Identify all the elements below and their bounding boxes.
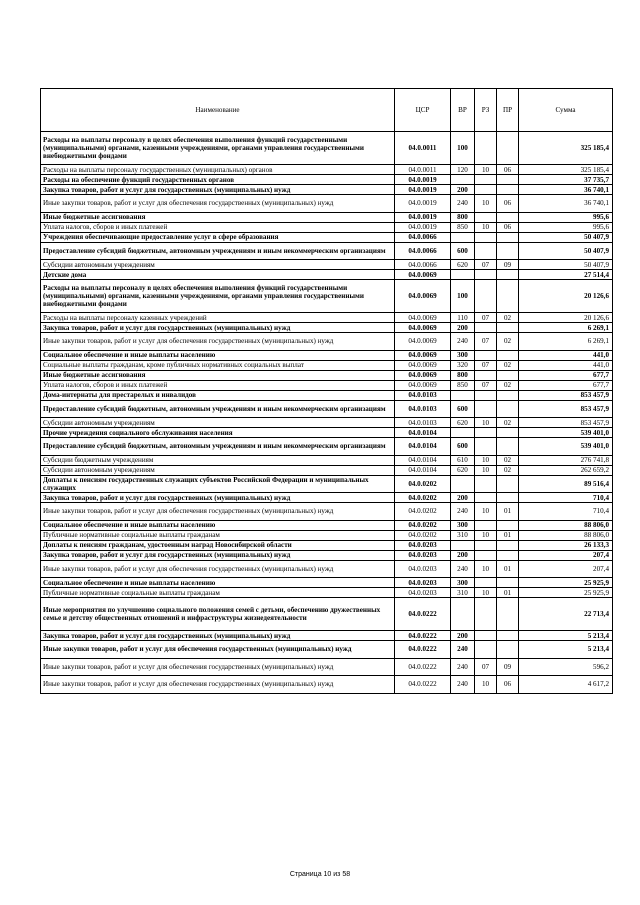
cell-rz: 07 — [475, 313, 497, 323]
header-pr: ПР — [497, 89, 519, 132]
cell-vr: 310 — [451, 530, 475, 540]
cell-rz — [475, 540, 497, 550]
cell-sum: 207,4 — [519, 550, 613, 560]
cell-csr: 04.0.0202 — [395, 475, 451, 493]
cell-pr: 01 — [497, 530, 519, 540]
cell-vr — [451, 270, 475, 280]
table-row — [41, 631, 613, 641]
cell-pr — [497, 280, 519, 313]
cell-csr: 04.0.0069 — [395, 333, 451, 351]
table-row — [41, 370, 613, 380]
cell-pr — [497, 132, 519, 165]
cell-rz: 07 — [475, 360, 497, 370]
cell-sum: 441,0 — [519, 360, 613, 370]
cell-sum: 441,0 — [519, 350, 613, 360]
cell-csr: 04.0.0066 — [395, 232, 451, 242]
cell-pr — [497, 540, 519, 550]
cell-csr: 04.0.0202 — [395, 530, 451, 540]
cell-vr: 240 — [451, 560, 475, 578]
cell-rz — [475, 175, 497, 185]
cell-vr: 800 — [451, 212, 475, 222]
cell-csr: 04.0.0103 — [395, 418, 451, 428]
cell-vr: 600 — [451, 400, 475, 418]
cell-vr: 300 — [451, 520, 475, 530]
cell-pr: 02 — [497, 455, 519, 465]
cell-sum: 20 126,6 — [519, 313, 613, 323]
table-row — [41, 428, 613, 438]
cell-pr — [497, 550, 519, 560]
cell-vr — [451, 540, 475, 550]
cell-name: Иные закупки товаров, работ и услуг для обеспечения государственных (муниципальных) нужд — [41, 676, 395, 694]
table-row — [41, 493, 613, 503]
cell-pr: 02 — [497, 418, 519, 428]
table-row — [41, 503, 613, 521]
cell-vr: 310 — [451, 588, 475, 598]
cell-rz: 10 — [475, 560, 497, 578]
cell-pr — [497, 400, 519, 418]
table-row — [41, 242, 613, 260]
cell-name: Дома-интернаты для престарелых и инвалидов — [41, 390, 395, 400]
table-row — [41, 185, 613, 195]
header-sum: Сумма — [519, 89, 613, 132]
cell-pr — [497, 232, 519, 242]
cell-sum: 88 806,0 — [519, 530, 613, 540]
table-row — [41, 350, 613, 360]
cell-pr: 01 — [497, 588, 519, 598]
cell-csr: 04.0.0019 — [395, 185, 451, 195]
cell-sum: 25 925,9 — [519, 578, 613, 588]
cell-pr — [497, 475, 519, 493]
cell-name: Закупка товаров, работ и услуг для государственных (муниципальных) нужд — [41, 631, 395, 641]
table-row — [41, 560, 613, 578]
cell-csr: 04.0.0066 — [395, 242, 451, 260]
budget-table — [40, 88, 613, 694]
cell-vr: 200 — [451, 493, 475, 503]
cell-vr: 620 — [451, 465, 475, 475]
cell-sum: 539 401,0 — [519, 438, 613, 456]
cell-name: Публичные нормативные социальные выплаты гражданам — [41, 588, 395, 598]
cell-rz — [475, 578, 497, 588]
cell-csr: 04.0.0103 — [395, 400, 451, 418]
cell-vr: 240 — [451, 333, 475, 351]
cell-rz — [475, 370, 497, 380]
table-row — [41, 418, 613, 428]
cell-name: Предоставление субсидий бюджетным, автономным учреждениям и иным некоммерческим организациям — [41, 242, 395, 260]
cell-name: Закупка товаров, работ и услуг для государственных (муниципальных) нужд — [41, 493, 395, 503]
cell-name: Расходы на выплаты персоналу в целях обеспечения выполнения функций государственными (муниципальными) органами, казенными учреждениями, органами управления государственными внебюджетными фондами — [41, 132, 395, 165]
cell-vr: 610 — [451, 455, 475, 465]
cell-sum: 50 407,9 — [519, 242, 613, 260]
cell-sum: 37 735,7 — [519, 175, 613, 185]
cell-vr: 240 — [451, 503, 475, 521]
cell-sum: 853 457,9 — [519, 418, 613, 428]
cell-sum: 88 806,0 — [519, 520, 613, 530]
cell-sum: 596,2 — [519, 658, 613, 676]
cell-rz — [475, 641, 497, 659]
cell-vr: 240 — [451, 676, 475, 694]
table-row — [41, 313, 613, 323]
cell-pr: 02 — [497, 380, 519, 390]
cell-name: Доплаты к пенсиям гражданам, удостоенным наград Новосибирской области — [41, 540, 395, 550]
cell-sum: 6 269,1 — [519, 323, 613, 333]
cell-sum: 677,7 — [519, 380, 613, 390]
cell-rz: 07 — [475, 333, 497, 351]
cell-csr: 04.0.0019 — [395, 195, 451, 213]
table-row — [41, 260, 613, 270]
cell-name: Иные закупки товаров, работ и услуг для обеспечения государственных (муниципальных) нужд — [41, 658, 395, 676]
cell-sum: 325 185,4 — [519, 165, 613, 175]
cell-pr — [497, 175, 519, 185]
cell-pr — [497, 631, 519, 641]
cell-name: Иные бюджетные ассигнования — [41, 370, 395, 380]
cell-csr: 04.0.0019 — [395, 212, 451, 222]
header-vr: ВР — [451, 89, 475, 132]
cell-pr — [497, 578, 519, 588]
cell-csr: 04.0.0069 — [395, 360, 451, 370]
cell-vr: 620 — [451, 260, 475, 270]
cell-name: Иные закупки товаров, работ и услуг для обеспечения государственных (муниципальных) нужд — [41, 560, 395, 578]
cell-pr — [497, 242, 519, 260]
cell-name: Субсидии бюджетным учреждениям — [41, 455, 395, 465]
cell-rz — [475, 270, 497, 280]
cell-name: Детские дома — [41, 270, 395, 280]
cell-name: Доплаты к пенсиям государственных служащих субъектов Российской Федерации и муниципальных служащих — [41, 475, 395, 493]
cell-vr — [451, 475, 475, 493]
cell-vr: 240 — [451, 195, 475, 213]
cell-pr: 02 — [497, 465, 519, 475]
cell-pr — [497, 350, 519, 360]
cell-pr — [497, 323, 519, 333]
cell-name: Публичные нормативные социальные выплаты гражданам — [41, 530, 395, 540]
cell-csr: 04.0.0069 — [395, 313, 451, 323]
cell-rz — [475, 185, 497, 195]
cell-pr: 01 — [497, 503, 519, 521]
cell-csr: 04.0.0203 — [395, 560, 451, 578]
table-row — [41, 380, 613, 390]
cell-name: Социальные выплаты гражданам, кроме публичных нормативных социальных выплат — [41, 360, 395, 370]
cell-rz — [475, 323, 497, 333]
cell-csr: 04.0.0069 — [395, 270, 451, 280]
cell-vr: 600 — [451, 438, 475, 456]
cell-pr — [497, 493, 519, 503]
cell-rz: 10 — [475, 588, 497, 598]
cell-vr: 100 — [451, 280, 475, 313]
table-row — [41, 530, 613, 540]
cell-sum: 20 126,6 — [519, 280, 613, 313]
cell-csr: 04.0.0011 — [395, 132, 451, 165]
table-row — [41, 658, 613, 676]
table-row — [41, 598, 613, 631]
cell-sum: 89 516,4 — [519, 475, 613, 493]
cell-vr: 200 — [451, 323, 475, 333]
cell-name: Иные закупки товаров, работ и услуг для обеспечения государственных (муниципальных) нужд — [41, 195, 395, 213]
cell-rz — [475, 428, 497, 438]
cell-csr: 04.0.0203 — [395, 550, 451, 560]
cell-csr: 04.0.0104 — [395, 428, 451, 438]
header-rz: РЗ — [475, 89, 497, 132]
cell-csr: 04.0.0222 — [395, 658, 451, 676]
cell-sum: 853 457,9 — [519, 400, 613, 418]
cell-rz: 10 — [475, 503, 497, 521]
cell-pr: 09 — [497, 260, 519, 270]
cell-name: Закупка товаров, работ и услуг для государственных (муниципальных) нужд — [41, 185, 395, 195]
cell-csr: 04.0.0222 — [395, 631, 451, 641]
cell-rz — [475, 493, 497, 503]
cell-name: Прочие учреждения социального обслуживания населения — [41, 428, 395, 438]
cell-vr: 800 — [451, 370, 475, 380]
cell-sum: 50 407,9 — [519, 232, 613, 242]
cell-rz: 10 — [475, 195, 497, 213]
cell-name: Социальное обеспечение и иные выплаты населению — [41, 520, 395, 530]
cell-rz — [475, 475, 497, 493]
table-row — [41, 280, 613, 313]
table-row — [41, 588, 613, 598]
cell-name: Расходы на обеспечение функций государственных органов — [41, 175, 395, 185]
cell-sum: 26 133,3 — [519, 540, 613, 550]
cell-name: Иные закупки товаров, работ и услуг для обеспечения государственных (муниципальных) нужд — [41, 641, 395, 659]
cell-rz: 07 — [475, 380, 497, 390]
cell-name: Предоставление субсидий бюджетным, автономным учреждениям и иным некоммерческим организациям — [41, 438, 395, 456]
cell-name: Предоставление субсидий бюджетным, автономным учреждениям и иным некоммерческим организациям — [41, 400, 395, 418]
table-row — [41, 212, 613, 222]
cell-sum: 207,4 — [519, 560, 613, 578]
cell-rz: 10 — [475, 530, 497, 540]
cell-csr: 04.0.0202 — [395, 503, 451, 521]
cell-vr: 120 — [451, 165, 475, 175]
cell-csr: 04.0.0203 — [395, 588, 451, 598]
cell-vr: 200 — [451, 631, 475, 641]
cell-sum: 710,4 — [519, 493, 613, 503]
cell-pr — [497, 428, 519, 438]
header-name: Наименование — [41, 89, 395, 132]
cell-name: Иные бюджетные ассигнования — [41, 212, 395, 222]
cell-name: Закупка товаров, работ и услуг для государственных (муниципальных) нужд — [41, 550, 395, 560]
cell-rz — [475, 350, 497, 360]
cell-vr — [451, 390, 475, 400]
cell-rz: 10 — [475, 418, 497, 428]
table-row — [41, 360, 613, 370]
cell-rz — [475, 438, 497, 456]
cell-pr — [497, 438, 519, 456]
cell-sum: 995,6 — [519, 222, 613, 232]
table-row — [41, 333, 613, 351]
cell-rz: 10 — [475, 222, 497, 232]
cell-sum: 325 185,4 — [519, 132, 613, 165]
table-row — [41, 270, 613, 280]
table-row — [41, 550, 613, 560]
cell-pr — [497, 270, 519, 280]
cell-vr: 600 — [451, 242, 475, 260]
cell-rz — [475, 132, 497, 165]
cell-vr: 850 — [451, 380, 475, 390]
cell-pr — [497, 598, 519, 631]
cell-rz — [475, 212, 497, 222]
cell-csr: 04.0.0202 — [395, 493, 451, 503]
table-row — [41, 132, 613, 165]
cell-name: Социальное обеспечение и иные выплаты населению — [41, 578, 395, 588]
cell-rz: 10 — [475, 165, 497, 175]
cell-name: Субсидии автономным учреждениям — [41, 260, 395, 270]
cell-name: Расходы на выплаты персоналу казенных учреждений — [41, 313, 395, 323]
cell-sum: 677,7 — [519, 370, 613, 380]
cell-pr — [497, 641, 519, 659]
cell-name: Уплата налогов, сборов и иных платежей — [41, 380, 395, 390]
cell-sum: 262 659,2 — [519, 465, 613, 475]
cell-vr — [451, 428, 475, 438]
cell-name: Закупка товаров, работ и услуг для государственных (муниципальных) нужд — [41, 323, 395, 333]
cell-vr: 300 — [451, 578, 475, 588]
cell-rz — [475, 390, 497, 400]
cell-rz — [475, 400, 497, 418]
cell-csr: 04.0.0222 — [395, 676, 451, 694]
cell-sum: 36 740,1 — [519, 185, 613, 195]
table-row — [41, 465, 613, 475]
table-row — [41, 540, 613, 550]
table-row — [41, 175, 613, 185]
cell-csr: 04.0.0103 — [395, 390, 451, 400]
cell-vr: 200 — [451, 550, 475, 560]
table-row — [41, 222, 613, 232]
cell-vr — [451, 232, 475, 242]
cell-csr: 04.0.0104 — [395, 438, 451, 456]
table-row — [41, 641, 613, 659]
cell-rz: 10 — [475, 676, 497, 694]
cell-csr: 04.0.0203 — [395, 578, 451, 588]
cell-vr: 100 — [451, 132, 475, 165]
cell-vr — [451, 598, 475, 631]
cell-vr — [451, 175, 475, 185]
cell-sum: 5 213,4 — [519, 631, 613, 641]
table-row — [41, 676, 613, 694]
cell-sum: 27 514,4 — [519, 270, 613, 280]
cell-rz: 07 — [475, 658, 497, 676]
cell-pr — [497, 185, 519, 195]
cell-sum: 22 713,4 — [519, 598, 613, 631]
cell-rz: 10 — [475, 465, 497, 475]
cell-csr: 04.0.0069 — [395, 370, 451, 380]
cell-sum: 6 269,1 — [519, 333, 613, 351]
cell-pr: 01 — [497, 560, 519, 578]
cell-pr: 06 — [497, 676, 519, 694]
cell-name: Уплата налогов, сборов и иных платежей — [41, 222, 395, 232]
table-row — [41, 578, 613, 588]
cell-sum: 539 401,0 — [519, 428, 613, 438]
cell-vr: 850 — [451, 222, 475, 232]
table-row — [41, 232, 613, 242]
table-row — [41, 390, 613, 400]
cell-rz — [475, 520, 497, 530]
cell-sum: 710,4 — [519, 503, 613, 521]
page-number: Страница 10 из 58 — [289, 871, 351, 878]
cell-pr: 02 — [497, 333, 519, 351]
cell-pr — [497, 390, 519, 400]
cell-rz — [475, 242, 497, 260]
cell-sum: 5 213,4 — [519, 641, 613, 659]
cell-name: Иные мероприятия по улучшению социального положения семей с детьми, обеспечению дружественных семье и детству общественных отношений и инфраструктуры жизнедеятельности — [41, 598, 395, 631]
cell-sum: 853 457,9 — [519, 390, 613, 400]
cell-vr: 240 — [451, 658, 475, 676]
cell-vr: 200 — [451, 185, 475, 195]
budget-table-sheet — [40, 88, 612, 694]
cell-name: Расходы на выплаты персоналу государственных (муниципальных) органов — [41, 165, 395, 175]
cell-name: Расходы на выплаты персоналу в целях обеспечения выполнения функций государственными (муниципальными) органами, казенными учреждениями, органами управления государственными внебюджетными фондами — [41, 280, 395, 313]
table-row — [41, 475, 613, 493]
table-row — [41, 520, 613, 530]
cell-rz — [475, 631, 497, 641]
table-row — [41, 195, 613, 213]
cell-name: Иные закупки товаров, работ и услуг для обеспечения государственных (муниципальных) нужд — [41, 333, 395, 351]
cell-rz — [475, 550, 497, 560]
cell-csr: 04.0.0011 — [395, 165, 451, 175]
cell-name: Иные закупки товаров, работ и услуг для обеспечения государственных (муниципальных) нужд — [41, 503, 395, 521]
cell-name: Социальное обеспечение и иные выплаты населению — [41, 350, 395, 360]
cell-csr: 04.0.0203 — [395, 540, 451, 550]
cell-csr: 04.0.0069 — [395, 380, 451, 390]
cell-pr — [497, 520, 519, 530]
table-row — [41, 165, 613, 175]
table-row — [41, 323, 613, 333]
cell-csr: 04.0.0202 — [395, 520, 451, 530]
cell-rz — [475, 280, 497, 313]
table-row — [41, 438, 613, 456]
cell-sum: 36 740,1 — [519, 195, 613, 213]
cell-pr — [497, 370, 519, 380]
cell-sum: 25 925,9 — [519, 588, 613, 598]
cell-vr: 110 — [451, 313, 475, 323]
cell-name: Субсидии автономным учреждениям — [41, 418, 395, 428]
cell-csr: 04.0.0104 — [395, 465, 451, 475]
cell-pr: 02 — [497, 313, 519, 323]
cell-csr: 04.0.0069 — [395, 280, 451, 313]
cell-vr: 240 — [451, 641, 475, 659]
cell-sum: 4 617,2 — [519, 676, 613, 694]
table-body — [41, 132, 613, 694]
table-row — [41, 400, 613, 418]
cell-rz — [475, 232, 497, 242]
cell-rz: 07 — [475, 260, 497, 270]
cell-pr: 06 — [497, 165, 519, 175]
cell-pr: 02 — [497, 360, 519, 370]
table-row — [41, 455, 613, 465]
header-csr: ЦСР — [395, 89, 451, 132]
cell-pr: 09 — [497, 658, 519, 676]
cell-sum: 50 407,9 — [519, 260, 613, 270]
cell-csr: 04.0.0222 — [395, 641, 451, 659]
cell-sum: 995,6 — [519, 212, 613, 222]
table-header-row — [41, 89, 613, 132]
cell-csr: 04.0.0069 — [395, 323, 451, 333]
cell-csr: 04.0.0104 — [395, 455, 451, 465]
cell-csr: 04.0.0222 — [395, 598, 451, 631]
cell-pr: 06 — [497, 195, 519, 213]
cell-csr: 04.0.0019 — [395, 175, 451, 185]
cell-name: Субсидии автономным учреждениям — [41, 465, 395, 475]
cell-pr — [497, 212, 519, 222]
cell-rz — [475, 598, 497, 631]
cell-sum: 276 741,8 — [519, 455, 613, 465]
cell-vr: 620 — [451, 418, 475, 428]
cell-csr: 04.0.0019 — [395, 222, 451, 232]
cell-vr: 320 — [451, 360, 475, 370]
cell-name: Учреждения обеспечивающие предоставление услуг в сфере образования — [41, 232, 395, 242]
cell-csr: 04.0.0069 — [395, 350, 451, 360]
cell-vr: 300 — [451, 350, 475, 360]
cell-rz: 10 — [475, 455, 497, 465]
cell-pr: 06 — [497, 222, 519, 232]
cell-csr: 04.0.0066 — [395, 260, 451, 270]
